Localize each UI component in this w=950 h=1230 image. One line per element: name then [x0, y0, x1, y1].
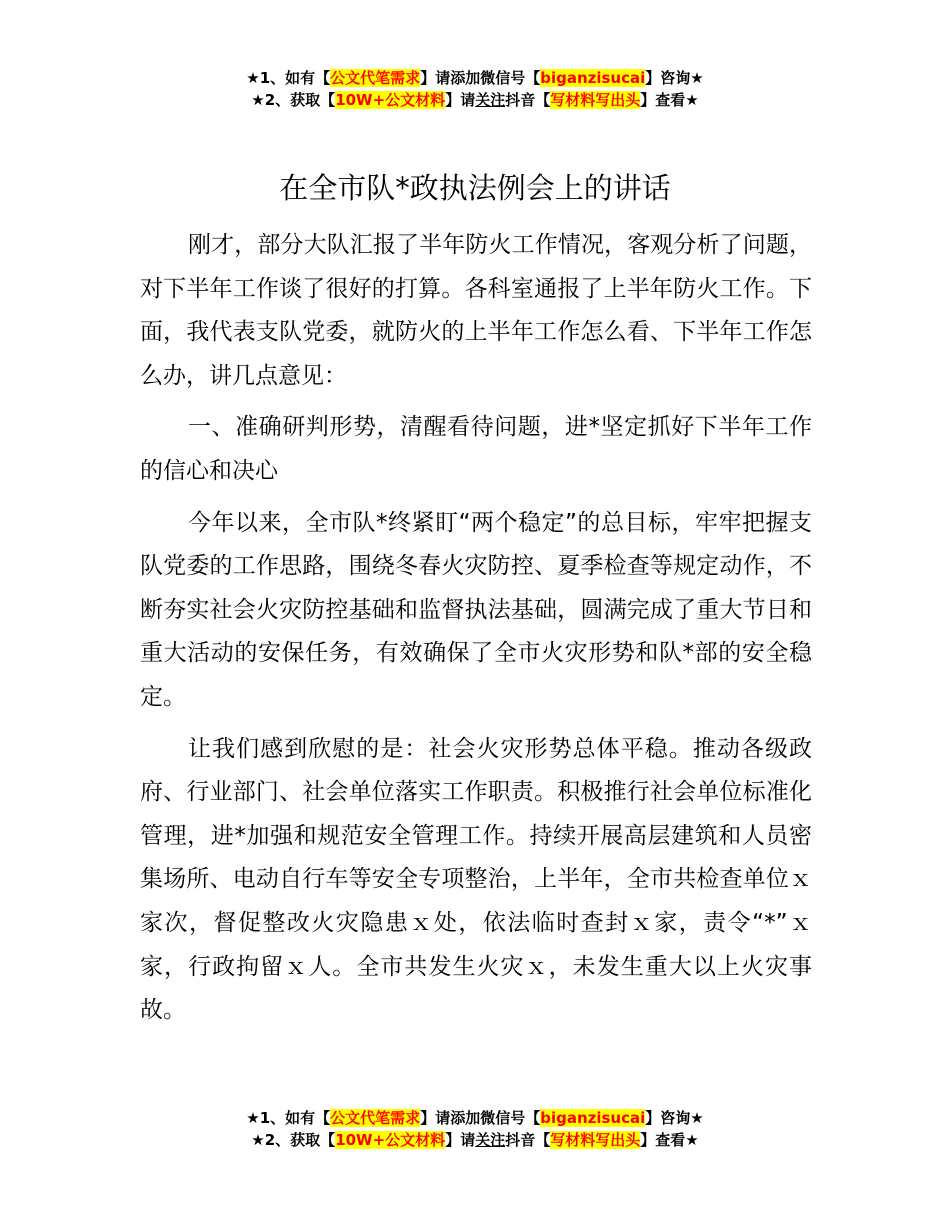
- header-notice-line-2-mid2: 抖音【: [505, 91, 551, 109]
- header-materials-highlight: 10W+公文材料: [335, 91, 446, 109]
- footer-notice-line-2-suffix: 】查看★: [640, 1131, 699, 1149]
- header-notice-line-1: [0, 67, 950, 89]
- footer-douyin-highlight: 写材料写出头: [550, 1131, 641, 1149]
- header-wechat-id-highlight: biganzisucai: [540, 69, 646, 87]
- paragraph-achievements: 让我们感到欣慰的是：社会火灾形势总体平稳。推动各级政府、行业部门、社会单位落实工作职责。积极推行社会单位标准化管理，进*加强和规范安全管理工作。持续开展高层建筑和人员密集场所、电动自行车等安全专项整治，上半年，全市共检查单位ｘ家次，督促整改火灾隐患ｘ处，依法临时查封ｘ家，责令“*”ｘ家，行政拘留ｘ人。全市共发生火灾ｘ，未发生重大以上火灾事故。: [140, 735, 812, 1024]
- header-notice-line-1-suffix: 】咨询★: [645, 69, 704, 87]
- footer-materials-highlight: 10W+公文材料: [335, 1131, 446, 1149]
- document-title: 在全市队*政执法例会上的讲话: [279, 171, 671, 205]
- footer-notice-line-2-mid2: 抖音【: [505, 1131, 551, 1149]
- header-notice-line-2-mid: 】请: [445, 91, 476, 109]
- footer-notice-line-1-mid: 】请添加微信号【: [420, 1109, 541, 1127]
- header-follow-underlined: 关注: [475, 91, 506, 109]
- header-notice-line-2: [0, 89, 950, 111]
- header-notice-line-2-prefix: ★2、获取【: [251, 91, 336, 109]
- header-notice-line-2-suffix: 】查看★: [640, 91, 699, 109]
- paragraph-overview: 今年以来，全市队*终紧盯“两个稳定”的总目标，牢牢把握支队党委的工作思路，围绕冬春火灾防控、夏季检查等规定动作，不断夯实社会火灾防控基础和监督执法基础，圆满完成了重大节日和重大活动的安保任务，有效确保了全市火灾形势和队*部的安全稳定。: [140, 509, 812, 710]
- section-heading-1: 一、准确研判形势，清醒看待问题，进*坚定抓好下半年工作的信心和决心: [140, 414, 812, 484]
- document-body: [140, 224, 812, 1041]
- footer-notice: [0, 1107, 950, 1151]
- footer-follow-underlined: 关注: [475, 1131, 506, 1149]
- footer-wechat-id-highlight: biganzisucai: [540, 1109, 646, 1127]
- footer-ghostwriting-highlight: 公文代笔需求: [330, 1109, 421, 1127]
- footer-notice-line-2: [0, 1129, 950, 1151]
- footer-notice-line-1: [0, 1107, 950, 1129]
- footer-notice-line-2-prefix: ★2、获取【: [251, 1131, 336, 1149]
- header-ghostwriting-highlight: 公文代笔需求: [330, 69, 421, 87]
- header-douyin-highlight: 写材料写出头: [550, 91, 641, 109]
- paragraph-intro: 刚才，部分大队汇报了半年防火工作情况，客观分析了问题，对下半年工作谈了很好的打算。各科室通报了上半年防火工作。下面，我代表支队党委，就防火的上半年工作怎么看、下半年工作怎么办，讲几点意见：: [140, 232, 812, 389]
- header-notice-line-1-prefix: ★1、如有【: [246, 69, 331, 87]
- header-notice-line-1-mid: 】请添加微信号【: [420, 69, 541, 87]
- footer-notice-line-1-suffix: 】咨询★: [645, 1109, 704, 1127]
- footer-notice-line-1-prefix: ★1、如有【: [246, 1109, 331, 1127]
- header-notice: [0, 67, 950, 111]
- footer-notice-line-2-mid: 】请: [445, 1131, 476, 1149]
